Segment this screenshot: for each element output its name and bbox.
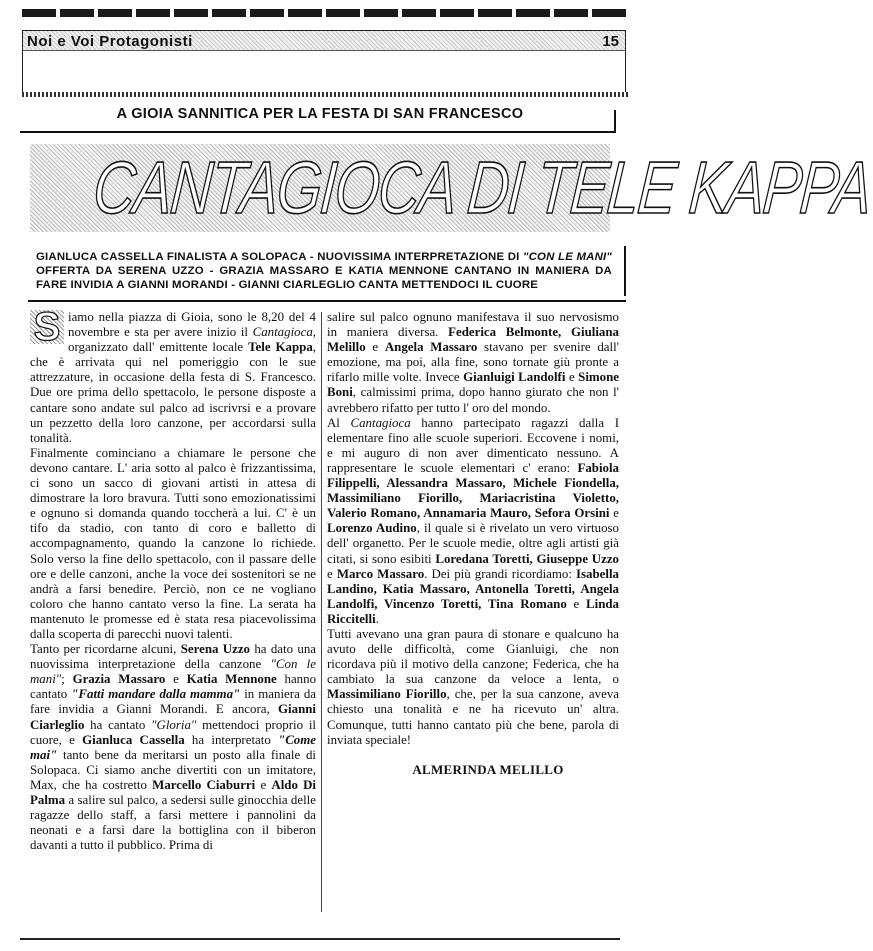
text: a salire sul palco, a sedersi sulle ginocchia delle ragazze dello staff, a farsi mettere i pannolini da neonati e a farsi dare la bottiglina con il biberon davanti a tutto il pubblico. Prima di xyxy=(30,793,316,853)
text: e xyxy=(255,777,272,792)
text: ; xyxy=(61,672,73,687)
text: ha interpretato xyxy=(184,732,279,747)
name-bold: Grazia Massaro xyxy=(72,672,166,687)
text: stavano per svenire dall' emozione, ma poi, alla fine, sono tornate giù pronte a rifarlo mille volte. Invece xyxy=(327,340,619,385)
name-bold: Massimiliano Fiorillo xyxy=(327,687,447,702)
song-title: "Con le mani" xyxy=(30,657,316,687)
name-bold: Katia Mennone xyxy=(186,672,277,687)
text: e xyxy=(565,370,579,385)
text: Tanto per ricordarne alcuni, xyxy=(30,642,181,657)
text: hanno cantato xyxy=(30,672,317,702)
name-bold: Lorenzo Audino xyxy=(327,521,417,536)
article-column-left xyxy=(30,305,317,853)
text: tanto bene da meritarsi un posto alla finale di Solopaca. Ci siamo anche divertiti con un imitatore, Max, che ha costretto xyxy=(30,747,316,792)
text-italic: Cantagioca xyxy=(350,415,411,430)
kicker-frame-bottom xyxy=(20,131,616,133)
name-bold: Loredana Toretti, Giuseppe Uzzo xyxy=(435,551,619,566)
text: e xyxy=(365,340,385,355)
text-italic: Cantagioca, xyxy=(252,325,316,340)
text: Tutti avevano una gran paura di stonare e qualcuno ha avuto delle difficoltà, come Gianluigi, che non ricordava più il motivo della canzone; Federica, che ha cambiato la sua canzone da veloce a lenta, o xyxy=(327,626,619,687)
name-bold: Angela Massaro xyxy=(384,340,478,355)
text: . xyxy=(375,611,379,626)
text: . Dei più grandi ricordiamo: xyxy=(424,566,577,581)
paragraph xyxy=(327,416,619,627)
text: salire sul palco ognuno manifestava il suo nervosismo in maniera diversa. xyxy=(327,310,619,340)
text: e xyxy=(165,672,187,687)
text: , calmissimi prima, dopo hanno giurato che non l' avrebbero rifatto per tutto l' oro del mondo. xyxy=(327,385,619,415)
paragraph: Finalmente cominciano a chiamare le persone che devono cantare. L' aria sotto al palco è frizzantissima, ci sono un sacco di giovani artisti in attesa di dimostrare la loro bravura. Tutti sono emozionatissimi e ognuno si domanda quando toccherà a lui. C' è un tifo da stadio, con tanto di coro e balletto di accompagnamento, quando la canzone lo richiede. Solo verso la fine dello spettacolo, con il passare delle ore e delle canzoni, anche la voce dei sostenitori se ne andrà a farsi benedire. Perciò, non ce ne vogliano coloro che hanno cantato verso la fine. La serata ha mantenuto le promesse ed è stata resa piacevolissima dalla scoperta di parecchi nuovi talenti. xyxy=(30,445,316,641)
text: e xyxy=(609,506,619,521)
paragraph xyxy=(30,305,316,446)
top-decorative-rule xyxy=(22,9,628,17)
paragraph xyxy=(327,627,619,748)
name-bold: Gianluca Cassella xyxy=(82,732,185,747)
text: hanno partecipato ragazzi dalla I elementare fino alle scuole superiori. Eccovene i nomi, e mi auguro di non aver dimenticato nessuno. A rappresentare le scuole elementari c' erano: xyxy=(327,415,619,475)
name-bold: Isabella Landino, Katia Massaro, Antonella Toretti, Angela Landolfi, Vincenzo Toretti, Tina Romano xyxy=(327,566,619,611)
summary-frame-bottom xyxy=(28,300,626,302)
header-strip xyxy=(23,31,625,51)
song-title: "Come mai" xyxy=(30,732,316,762)
page-number: 15 xyxy=(602,33,619,50)
summary-frame-right xyxy=(624,246,626,296)
song-title: "Gloria" xyxy=(151,717,197,732)
text: iamo nella piazza di Gioia, sono le 8,20 del 4 novembre e sta per avere inizio il xyxy=(68,310,316,340)
name-bold: Gianni Ciarleglio xyxy=(30,702,316,732)
summary-song: "CON LE MANI" xyxy=(523,251,612,263)
page-header xyxy=(22,30,626,94)
name-bold: Aldo Di Palma xyxy=(30,777,317,807)
text: , il quale si è rivelato un vero virtuoso dell' organetto. Per le scuole medie, oltre agli artisti già citati, si sono esibiti xyxy=(327,521,619,566)
name-bold: Tele Kappa xyxy=(248,340,313,355)
bottom-rule xyxy=(20,938,620,940)
name-bold: Marcello Ciaburri xyxy=(152,777,256,792)
name-bold: Serena Uzzo xyxy=(180,642,250,657)
text: e xyxy=(327,566,337,581)
text: e xyxy=(566,596,587,611)
drop-cap: S xyxy=(30,310,64,344)
text: , che è arrivata qui nel pomeriggio con le sue attrezzature, in occasione della festa di S. Francesco. Due ore prima dello spettacolo, le persone disposte a cantare sono andate sul palco ad iscrivrsi e a provare un pezzetto della loro canzone, per accordarsi sulla tonalità. xyxy=(30,340,316,445)
name-bold: Linda Riccitelli xyxy=(327,596,619,626)
kicker-frame-right xyxy=(614,110,616,132)
summary-text-1: GIANLUCA CASSELLA FINALISTA A SOLOPACA - NUOVISSIMA INTERPRETAZIONE DI xyxy=(36,251,524,263)
text: organizzato dall' emittente locale xyxy=(68,340,249,355)
paragraph xyxy=(30,642,316,853)
section-title: Noi e Voi Protagonisti xyxy=(27,33,193,50)
text: in maniera da fare invidia a Gianni Morandi. E ancora, xyxy=(30,687,316,717)
header-dotted-rule xyxy=(22,92,628,97)
summary-text-2: OFFERTA DA SERENA UZZO - GRAZIA MASSARO E KATIA MENNONE CANTANO IN MANIERA DA FARE INVIDIA A GIANNI MORANDI - GIANNI CIARLEGLIO CANTA METTENDOCI IL CUORE xyxy=(36,265,612,291)
column-divider xyxy=(321,312,322,912)
text: ha cantato xyxy=(84,717,152,732)
name-bold: Federica Belmonte, Giuliana Melillo xyxy=(327,325,619,355)
author-signature: ALMERINDA MELILLO xyxy=(412,761,564,777)
headline-banner xyxy=(30,144,873,232)
paragraph xyxy=(327,310,619,416)
name-bold: Gianluigi Landolfi xyxy=(463,370,566,385)
song-title: "Fatti mandare dalla mamma" xyxy=(71,687,241,702)
name-bold: Simone Boni xyxy=(327,370,619,400)
text: ha dato una nuovissima interpretazione della canzone xyxy=(30,642,317,672)
text: , che, per la sua canzone, aveva chiesto una tonalità e ne ha ricevuto un' altra. Comunque, tutti hanno cantato più che bene, parola di inviata speciale! xyxy=(327,687,619,747)
article-summary xyxy=(36,250,612,292)
article-column-right xyxy=(327,310,619,777)
name-bold: Marco Massaro xyxy=(336,566,425,581)
name-bold: Fabiola Filippelli, Alessandra Massaro, Michele Fiondella, Massimiliano Fiorillo, Mariacristina Violetto, Valerio Romano, Annamaria Mauro, Sefora Orsini xyxy=(327,460,619,521)
article-kicker: A GIOIA SANNITICA PER LA FESTA DI SAN FRANCESCO xyxy=(116,106,524,122)
headline: CANTAGIOCA DI TELE KAPPA xyxy=(90,146,873,229)
text: mettendoci proprio il cuore, e xyxy=(30,717,316,747)
text: Al xyxy=(327,415,351,430)
